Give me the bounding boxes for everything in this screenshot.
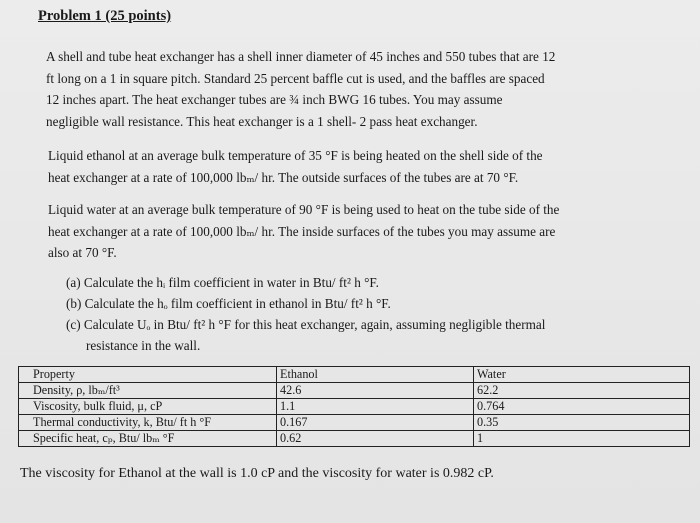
- table-cell: 0.62: [277, 431, 474, 447]
- table-cell: 1.1: [277, 399, 474, 415]
- header-cell: Ethanol: [277, 367, 474, 383]
- question-b: (b) Calculate the hₒ film coefficient in ethanol in Btu/ ft² h °F.: [66, 296, 391, 311]
- table-cell: 0.764: [474, 399, 690, 415]
- table-row: [19, 383, 690, 399]
- text-line: heat exchanger at a rate of 100,000 lbₘ/ hr. The outside surfaces of the tubes are at 70 °F.: [48, 169, 519, 185]
- table-cell: Thermal conductivity, k, Btu/ ft h °F: [19, 415, 277, 431]
- text-line: 12 inches apart. The heat exchanger tubes are ¾ inch BWG 16 tubes. You may assume: [46, 92, 503, 107]
- table-cell: 0.35: [474, 415, 690, 431]
- problem-title: Problem 1 (25 points): [38, 8, 172, 24]
- text-line: ft long on a 1 in square pitch. Standard 25 percent baffle cut is used, and the baffles are spaced: [46, 70, 545, 86]
- table-cell: 42.6: [277, 383, 474, 399]
- question-c-continued: resistance in the wall.: [86, 338, 201, 353]
- table-cell: Viscosity, bulk fluid, μ, cP: [19, 399, 277, 415]
- text-line: heat exchanger at a rate of 100,000 lbₘ/ hr. The inside surfaces of the tubes you may assume are: [48, 223, 556, 239]
- text-line: A shell and tube heat exchanger has a shell inner diameter of 45 inches and 550 tubes that are 12: [46, 49, 556, 64]
- text-line: also at 70 °F.: [48, 245, 117, 260]
- table-cell: 1: [474, 431, 690, 447]
- table-header-row: [19, 367, 690, 383]
- question-list: [66, 272, 545, 356]
- problem-description-paragraph: [46, 46, 686, 132]
- header-cell: Property: [19, 367, 277, 383]
- question-c: (c) Calculate Uₒ in Btu/ ft² h °F for this heat exchanger, again, assuming negligible thermal: [66, 317, 546, 332]
- table-cell: Specific heat, cₚ, Btu/ lbₘ °F: [19, 431, 277, 447]
- question-a: (a) Calculate the hᵢ film coefficient in water in Btu/ ft² h °F.: [66, 275, 379, 290]
- properties-table: [18, 366, 690, 447]
- header-cell: Water: [474, 367, 690, 383]
- text-line: Liquid water at an average bulk temperature of 90 °F is being used to heat on the tube side of the: [48, 202, 560, 217]
- text-line: Liquid ethanol at an average bulk temperature of 35 °F is being heated on the shell side of the: [48, 148, 543, 163]
- water-conditions-paragraph: [48, 199, 688, 264]
- table-cell: Density, ρ, lbₘ/ft³: [19, 383, 277, 399]
- table-row: [19, 415, 690, 431]
- viscosity-note: The viscosity for Ethanol at the wall is 1.0 cP and the viscosity for water is 0.982 cP.: [20, 466, 494, 481]
- table-row: [19, 399, 690, 415]
- table-cell: 62.2: [474, 383, 690, 399]
- table-row: [19, 431, 690, 447]
- text-line: negligible wall resistance. This heat exchanger is a 1 shell- 2 pass heat exchanger.: [46, 113, 478, 129]
- table-cell: 0.167: [277, 415, 474, 431]
- ethanol-conditions-paragraph: [48, 145, 688, 188]
